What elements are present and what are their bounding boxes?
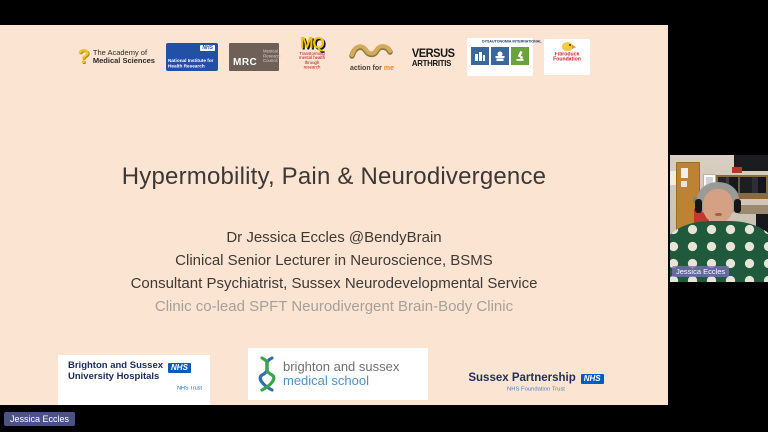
wall-poster <box>670 171 676 185</box>
academy-medical-sciences-logo <box>78 47 155 67</box>
dysautonomia-microscope-icon <box>511 47 529 65</box>
slide-title: Hypermobility, Pain & Neurodivergence <box>121 163 547 190</box>
bsuh-subtitle: NHS Trust <box>177 385 202 392</box>
nihr-logo <box>166 43 218 71</box>
speaker-role-line3: Clinic co-lead SPFT Neurodivergent Brain-Body Clinic <box>154 298 514 315</box>
mrc-logo-text: Medical Research Council <box>263 50 282 64</box>
dysautonomia-international-logo <box>467 38 542 76</box>
academy-logo-line2: Medical Sciences <box>92 56 155 66</box>
versus-arthritis-line2: ARTHRITIS <box>411 57 452 68</box>
spft-subtitle: NHS Foundation Trust <box>507 386 565 393</box>
bottom-letterbox <box>0 405 768 432</box>
nihr-logo-text: National Institute for Health Research <box>167 58 214 69</box>
webcam-name-label: Jessica Eccles <box>672 266 729 277</box>
bsms-line2: medical school <box>283 373 369 388</box>
speaker-role-line1: Clinical Senior Lecturer in Neuroscience, BSMS <box>175 252 493 269</box>
bsuh-nhs-logo <box>58 355 210 405</box>
action-for-me-prefix: action for <box>350 64 384 72</box>
bsms-logo <box>248 348 428 400</box>
presentation-slide <box>0 25 668 405</box>
headphones-icon <box>734 199 741 213</box>
versus-arthritis-line1: VERSUS <box>411 45 455 60</box>
mq-logo-tagline: Transforming mental health through research <box>299 52 325 71</box>
nhs-lozenge-icon: NHS <box>168 363 191 373</box>
nhs-lozenge-icon: NHS <box>202 45 213 52</box>
red-shelf-item <box>732 167 742 173</box>
mrc-logo <box>229 43 282 71</box>
presenter-face <box>703 189 733 223</box>
sussex-partnership-nhs-logo <box>452 372 620 393</box>
versus-arthritis-logo <box>411 45 455 68</box>
participant-name-overlay: Jessica Eccles <box>4 412 75 426</box>
bsms-line1: brighton and sussex <box>283 359 400 375</box>
speaker-name-line: Dr Jessica Eccles @BendyBrain <box>226 229 442 246</box>
fibroduck-line1: Fibroduck <box>555 52 580 58</box>
speaker-role-line2: Consultant Psychiatrist, Sussex Neurodevelopmental Service <box>130 275 538 292</box>
fibroduck-foundation-logo <box>544 39 590 75</box>
bsuh-line1: Brighton and Sussex <box>68 360 164 371</box>
fibroduck-line2: Foundation <box>553 57 582 63</box>
mrc-logo-abbr: MRC <box>232 57 258 69</box>
dysautonomia-capitol-icon <box>491 47 509 65</box>
speaker-details <box>0 226 668 318</box>
action-for-me-highlight: me <box>383 64 394 72</box>
spft-name: Sussex Partnership <box>468 372 576 384</box>
academy-logo-line1: The Academy of <box>92 47 148 57</box>
duck-icon <box>562 42 573 51</box>
desk <box>738 205 768 214</box>
academy-question-mark-icon: ? <box>77 46 90 69</box>
action-for-me-squiggle-icon <box>348 43 396 60</box>
action-for-me-logo <box>345 43 399 72</box>
webcam-tile[interactable] <box>670 155 768 282</box>
bsuh-line2: University Hospitals <box>68 370 160 382</box>
sponsor-logo-row <box>0 37 668 78</box>
nhs-lozenge-icon: NHS <box>581 374 604 384</box>
mq-logo <box>290 37 334 78</box>
top-letterbox <box>0 0 768 25</box>
mq-logo-abbr: MQ <box>300 35 324 52</box>
dna-helix-icon <box>257 355 277 393</box>
headphones-icon <box>695 199 702 213</box>
dysautonomia-logo-title: DYSAUTONOMIA INTERNATIONAL <box>482 40 542 44</box>
dysautonomia-buildings-icon <box>471 47 489 65</box>
